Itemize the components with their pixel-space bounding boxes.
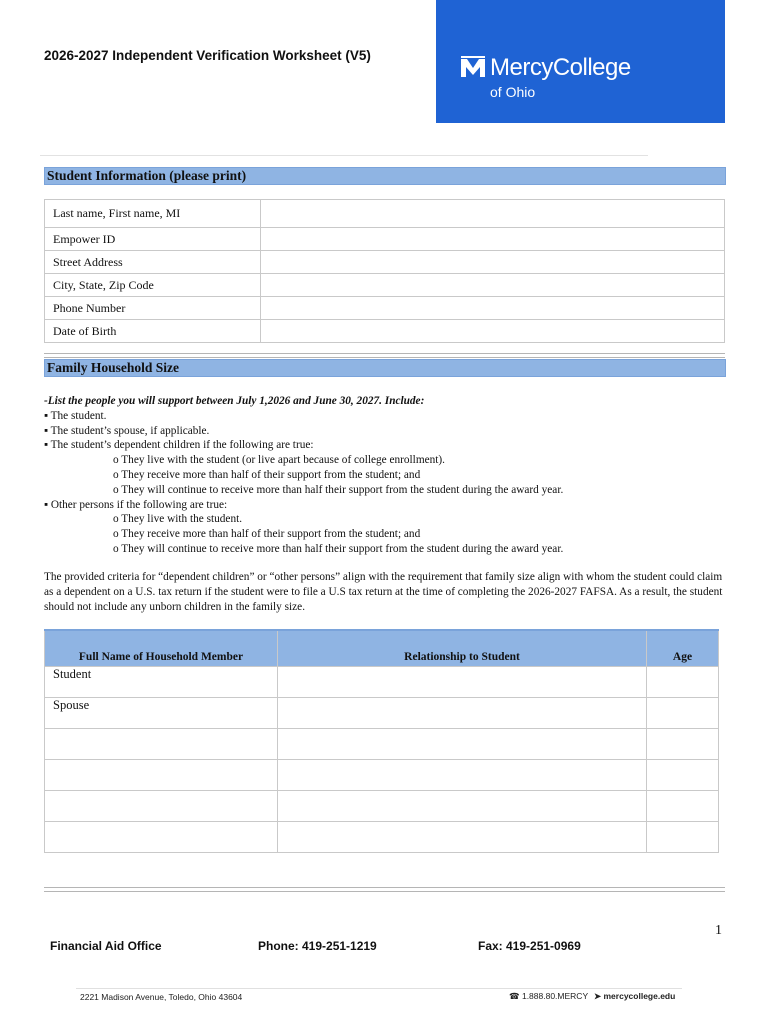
cursor-icon: ➤ <box>594 991 602 1001</box>
instruction-line: ▪ The student. <box>44 409 107 422</box>
relationship-cell[interactable] <box>278 822 647 853</box>
student-info-row <box>45 274 725 297</box>
member-name-cell[interactable]: Student <box>45 667 278 698</box>
relationship-cell[interactable] <box>278 729 647 760</box>
field-label: Phone Number <box>45 297 261 320</box>
field-entry[interactable] <box>261 320 725 343</box>
age-cell[interactable] <box>647 729 719 760</box>
field-entry[interactable] <box>261 228 725 251</box>
instruction-line: o They live with the student (or live apart because of college enrollment). <box>113 454 445 467</box>
household-table <box>44 629 719 853</box>
divider <box>44 887 725 892</box>
instruction-line: o They will continue to receive more than half their support from the student during the award year. <box>113 542 564 555</box>
divider <box>40 155 648 156</box>
household-instructions <box>44 394 734 557</box>
member-name-cell[interactable] <box>45 791 278 822</box>
field-label: Street Address <box>45 251 261 274</box>
instruction-line: ▪ Other persons if the following are true: <box>44 498 228 511</box>
website-text: mercycollege.edu <box>603 991 676 1001</box>
office-fax: Fax: 419-251-0969 <box>478 939 581 953</box>
field-entry[interactable] <box>261 251 725 274</box>
student-info-row <box>45 228 725 251</box>
field-label: City, State, Zip Code <box>45 274 261 297</box>
column-header-relationship: Relationship to Student <box>278 630 647 667</box>
field-entry[interactable] <box>261 274 725 297</box>
table-row <box>45 791 719 822</box>
page-number: 1 <box>715 923 722 938</box>
field-entry[interactable] <box>261 297 725 320</box>
table-row <box>45 667 719 698</box>
relationship-cell[interactable] <box>278 698 647 729</box>
relationship-cell[interactable] <box>278 760 647 791</box>
student-info-row <box>45 200 725 228</box>
instructions-lead: -List the people you will support between July 1,2026 and June 30, 2027. Include: <box>44 395 425 407</box>
field-entry[interactable] <box>261 200 725 228</box>
member-name-cell[interactable]: Spouse <box>45 698 278 729</box>
instruction-line: ▪ The student’s spouse, if applicable. <box>44 424 210 437</box>
age-cell[interactable] <box>647 822 719 853</box>
student-info-heading: Student Information (please print) <box>44 167 726 185</box>
table-row <box>45 729 719 760</box>
phone-icon: ☎ <box>509 991 520 1001</box>
age-cell[interactable] <box>647 698 719 729</box>
mercy-m-logo-icon <box>460 56 486 78</box>
member-name-cell[interactable] <box>45 822 278 853</box>
relationship-cell[interactable] <box>278 667 647 698</box>
field-label: Empower ID <box>45 228 261 251</box>
office-name: Financial Aid Office <box>50 939 162 953</box>
toll-free-phone-text: 1.888.80.MERCY <box>521 991 589 1001</box>
relationship-cell[interactable] <box>278 791 647 822</box>
instruction-line: ▪ The student’s dependent children if the following are true: <box>44 439 314 452</box>
member-name-cell[interactable] <box>45 729 278 760</box>
table-row <box>45 760 719 791</box>
table-row <box>45 698 719 729</box>
campus-address: 2221 Madison Avenue, Toledo, Ohio 43604 <box>80 992 243 1002</box>
divider <box>76 988 682 989</box>
instruction-line: o They receive more than half of their support from the student; and <box>113 528 421 541</box>
age-cell[interactable] <box>647 760 719 791</box>
instruction-line: o They receive more than half of their support from the student; and <box>113 468 421 481</box>
logo-college-sub: of Ohio <box>490 84 536 100</box>
table-row <box>45 822 719 853</box>
field-label: Date of Birth <box>45 320 261 343</box>
college-logo <box>436 0 725 123</box>
instruction-line: o They will continue to receive more than half their support from the student during the award year. <box>113 483 564 496</box>
website-link[interactable] <box>594 991 675 1002</box>
student-info-row <box>45 297 725 320</box>
column-header-name: Full Name of Household Member <box>45 630 278 667</box>
instruction-line: o They live with the student. <box>113 513 243 526</box>
age-cell[interactable] <box>647 791 719 822</box>
column-header-age: Age <box>647 630 719 667</box>
household-paragraph: The provided criteria for “dependent children” or “other persons” align with the requirement that family size align with whom the student could claim as a dependent on a U.S. tax return if the student were to file a U.S tax return at the time of completing the 2026-2027 FAFSA. As a result, the student should not include any unborn children in the family size. <box>44 571 723 614</box>
student-info-table <box>44 199 725 343</box>
toll-free-phone <box>509 991 588 1002</box>
household-heading: Family Household Size <box>44 359 726 377</box>
student-info-row <box>45 320 725 343</box>
age-cell[interactable] <box>647 667 719 698</box>
student-info-row <box>45 251 725 274</box>
divider <box>44 353 725 358</box>
document-title: 2026-2027 Independent Verification Worksheet (V5) <box>44 48 371 63</box>
member-name-cell[interactable] <box>45 760 278 791</box>
logo-college-name: MercyCollege <box>490 54 631 81</box>
field-label: Last name, First name, MI <box>45 200 261 228</box>
office-phone: Phone: 419-251-1219 <box>258 939 377 953</box>
